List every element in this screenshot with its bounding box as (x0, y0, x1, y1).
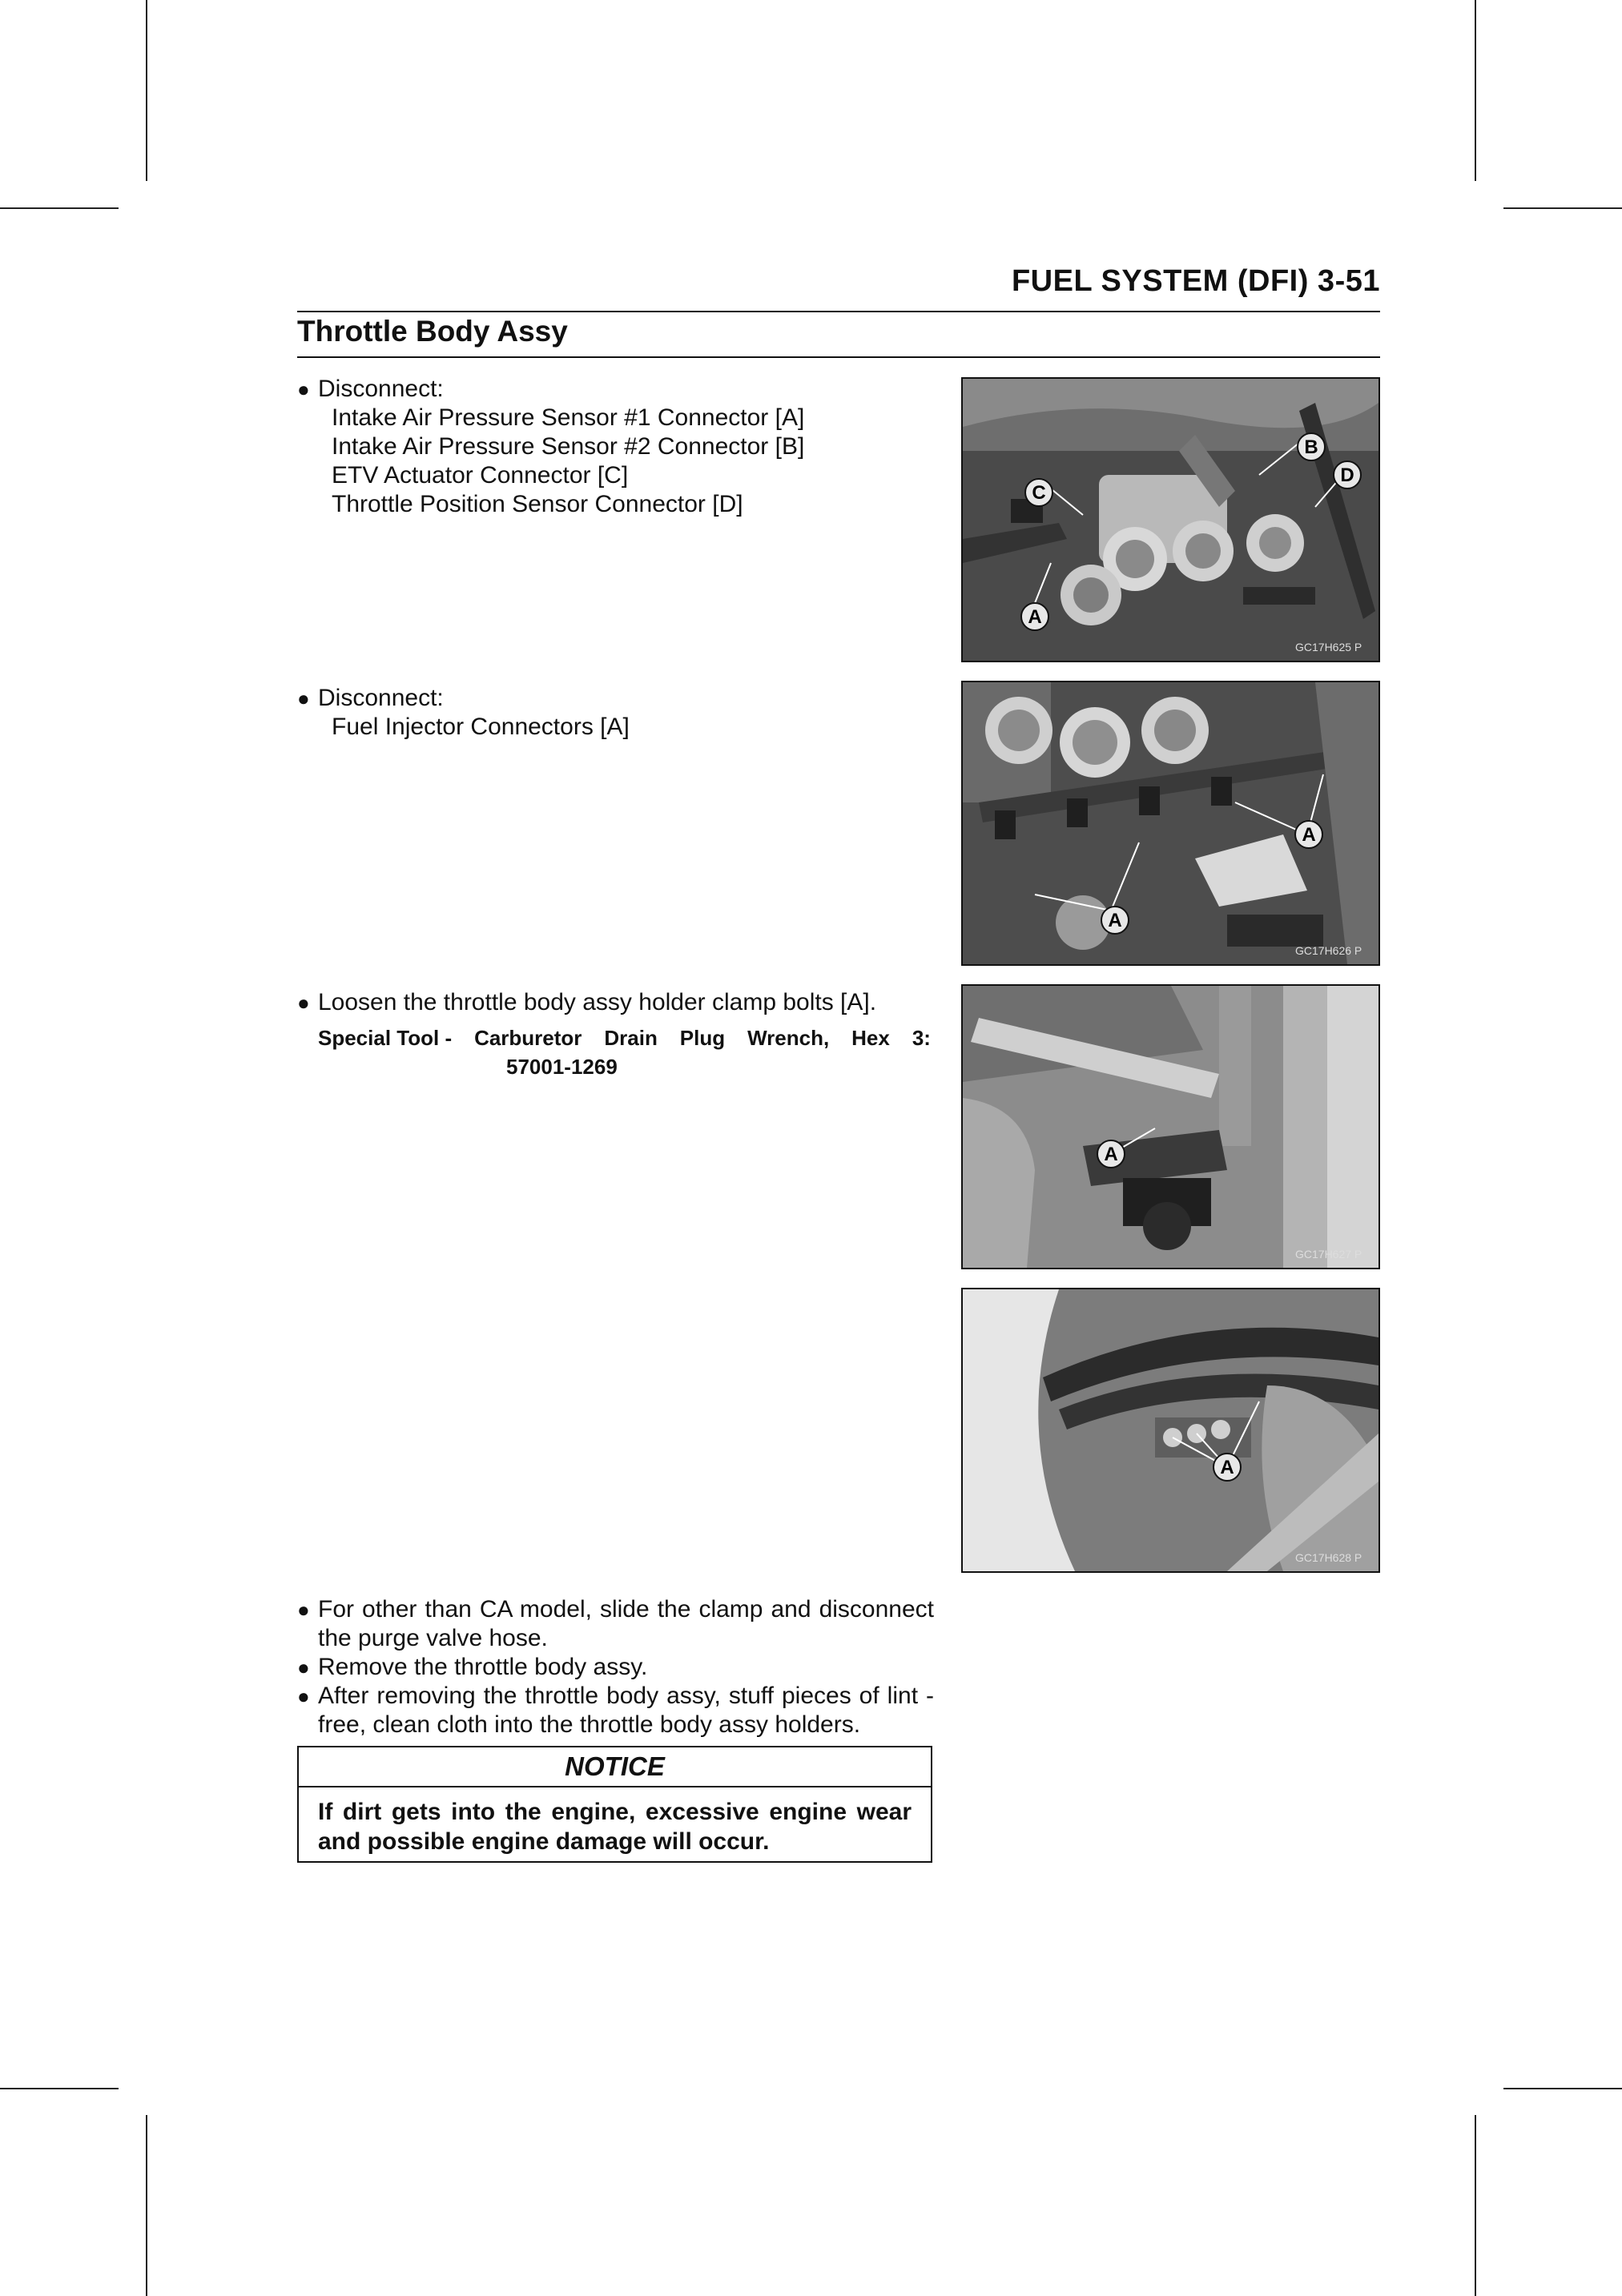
special-tool-label: Special Tool - (318, 1026, 453, 1050)
svg-text:B: B (1304, 436, 1318, 458)
section-rule (297, 356, 1380, 358)
callout-label (1025, 479, 1052, 506)
list-item: ● Disconnect: (297, 685, 444, 711)
step-disconnect-injectors (297, 684, 934, 742)
step-disconnect-sensors (297, 375, 934, 519)
callout-label (1295, 821, 1322, 848)
notice-box (297, 1746, 932, 1863)
crop-mark (1503, 2088, 1622, 2089)
crop-mark (1475, 0, 1476, 181)
special-tool-word: Wrench, (747, 1026, 830, 1050)
svg-text:A: A (1302, 824, 1316, 846)
callout-label (1213, 1454, 1241, 1481)
crop-mark (0, 207, 119, 209)
special-tool-part-number: 57001-1269 (506, 1055, 618, 1079)
callout-label (1021, 603, 1048, 630)
bullet-icon: ● (297, 1655, 310, 1679)
bullet-icon: ● (297, 991, 310, 1015)
list-item: ● Remove the throttle body assy. (297, 1654, 648, 1680)
bullet-icon: ● (297, 1684, 310, 1708)
callout-label (1298, 433, 1325, 460)
section-title: Throttle Body Assy (297, 315, 568, 348)
bullet-icon: ● (297, 1598, 310, 1622)
bullet-icon: ● (297, 377, 310, 401)
notice-title: NOTICE (299, 1747, 931, 1787)
special-tool-word: Carburetor (474, 1026, 582, 1050)
sub-item: Throttle Position Sensor Connector [D] (332, 491, 743, 517)
step-group-removal (297, 1595, 934, 1739)
running-header: FUEL SYSTEM (DFI) 3-51 (1011, 264, 1380, 298)
special-tool-word: 3: (912, 1026, 931, 1050)
svg-text:A: A (1104, 1144, 1118, 1165)
crop-mark (146, 0, 147, 181)
crop-mark (0, 2088, 119, 2089)
notice-body: If dirt gets into the engine, excessive engine wear and possible engine damage will occur. (318, 1799, 912, 1855)
svg-text:A: A (1220, 1457, 1234, 1478)
callout-label (1101, 907, 1129, 934)
figure-code: GC17H628 P (1295, 1551, 1362, 1564)
crop-mark (1503, 207, 1622, 209)
photo-image (963, 986, 1378, 1268)
step-loosen-clamp (297, 988, 934, 1017)
figure-injector-connectors (961, 681, 1380, 966)
svg-text:D: D (1340, 464, 1354, 486)
crop-mark (1475, 2115, 1476, 2296)
callout-label (1334, 461, 1361, 489)
figure-code: GC17H627 P (1295, 1248, 1362, 1261)
header-rule (297, 311, 1380, 312)
figure-code: GC17H625 P (1295, 641, 1362, 653)
svg-text:A: A (1028, 606, 1042, 628)
callout-label (1097, 1140, 1125, 1168)
figure-clamp-bolts-upper (961, 984, 1380, 1269)
sub-item: Fuel Injector Connectors [A] (332, 714, 630, 740)
special-tool-word: Hex (851, 1026, 890, 1050)
special-tool-word: Drain (604, 1026, 658, 1050)
crop-mark (146, 2115, 147, 2296)
sub-item: Intake Air Pressure Sensor #2 Connector [B] (332, 433, 805, 460)
figure-code: GC17H626 P (1295, 944, 1362, 957)
list-item: ● After removing the throttle body assy, stuff pieces of lint -free, clean cloth into the throttle body assy holders. (297, 1683, 934, 1738)
list-item: ● For other than CA model, slide the clamp and disconnect the purge valve hose. (297, 1596, 934, 1651)
sub-item: ETV Actuator Connector [C] (332, 462, 629, 489)
sub-item: Intake Air Pressure Sensor #1 Connector [A] (332, 404, 805, 431)
figure-clamp-bolts-lower (961, 1288, 1380, 1573)
svg-text:C: C (1032, 482, 1046, 504)
svg-text:A: A (1108, 910, 1122, 931)
list-item: ● Disconnect: (297, 376, 444, 402)
photo-image (963, 682, 1378, 964)
bullet-icon: ● (297, 686, 310, 710)
special-tool (318, 1023, 931, 1081)
photo-image (963, 379, 1378, 661)
photo-image (963, 1289, 1378, 1571)
figure-throttle-connectors (961, 377, 1380, 662)
special-tool-word: Plug (679, 1026, 726, 1050)
list-item: ● Loosen the throttle body assy holder clamp bolts [A]. (297, 989, 877, 1015)
